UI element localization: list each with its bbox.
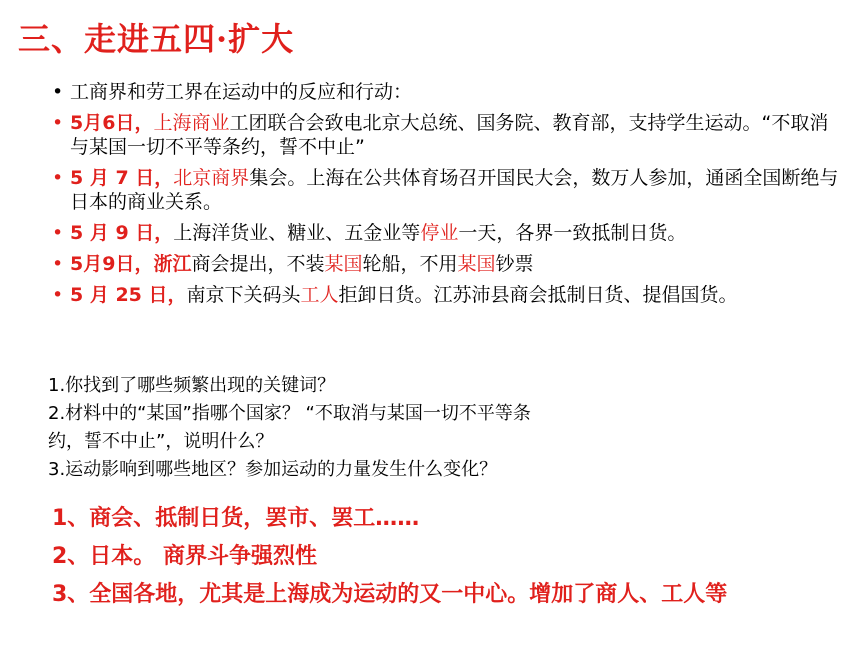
bullet-item (52, 221, 842, 245)
bullet-intro-text: 工商界和劳工界在运动中的反应和行动： (70, 81, 413, 103)
bullet-keyword: 工人 (300, 284, 339, 306)
bullet-date: 5月6日， (70, 112, 154, 134)
bullet-intro (52, 80, 842, 104)
answer-2: 2、日本。 商界斗争强烈性 (52, 544, 317, 569)
bullet-date: 5 月 7 日， (70, 167, 174, 189)
bullet-dot: • (52, 253, 64, 275)
bullet-keyword: 北京商界 (173, 167, 250, 189)
bullet-item (52, 252, 842, 276)
question-1: 1.你找到了哪些频繁出现的关键词？ (48, 375, 336, 396)
bullet-date: 5 月 9 日， (70, 222, 174, 244)
answer-list (52, 505, 860, 619)
slide-title: 三、走进五四·扩大 (18, 20, 295, 58)
bullet-text: 南京下关码头 (186, 284, 301, 306)
bullet-text: 一天，各界一致抵制日货。 (458, 222, 687, 244)
bullet-keyword: 某国 (324, 253, 363, 275)
bullet-text: 轮船，不用 (362, 253, 458, 275)
bullet-dot: • (52, 112, 64, 134)
bullet-text: 商会提出，不装 (191, 253, 325, 275)
question-3: 3.运动影响到哪些地区？参加运动的力量发生什么变化？ (48, 459, 498, 480)
bullet-text: 上海洋货业、糖业、五金业等 (173, 222, 421, 244)
question-2: 2.材料中的“某国”指哪个国家？ “不取消与某国一切不平等条 (48, 403, 531, 424)
answer-1: 1、商会、抵制日货，罢市、罢工…… (52, 506, 420, 531)
bullet-keyword: 停业 (420, 222, 459, 244)
bullet-item (52, 166, 842, 214)
bullet-dot: • (52, 222, 64, 244)
bullet-list (52, 80, 842, 314)
answer-3: 3、全国各地，尤其是上海成为运动的又一中心。增加了商人、工人等 (52, 582, 728, 607)
bullet-dot: • (52, 284, 64, 306)
bullet-text: 拒卸日货。江苏沛县商会抵制日货、提倡国货。 (338, 284, 738, 306)
bullet-item (52, 111, 842, 159)
bullet-text: 集会。上海在公共体育场召开国民大会，数万人参加，通函全国断绝与日本的商业关系。 (70, 167, 839, 213)
bullet-keyword: 某国 (457, 253, 496, 275)
question-2-continued: 约，誓不中止”，说明什么？ (48, 431, 274, 452)
question-list (48, 372, 848, 484)
bullet-text: 工团联合会致电北京大总统、国务院、教育部，支持学生运动。“不取消与某国一切不平等条约，誓不中止” (70, 112, 829, 158)
bullet-date: 5 月 25 日， (70, 284, 187, 306)
bullet-date: 5月9日，浙江 (70, 253, 192, 275)
bullet-text: 钞票 (495, 253, 534, 275)
bullet-dot: • (52, 81, 64, 103)
bullet-dot: • (52, 167, 64, 189)
bullet-item (52, 283, 842, 307)
bullet-keyword: 上海商业 (153, 112, 230, 134)
